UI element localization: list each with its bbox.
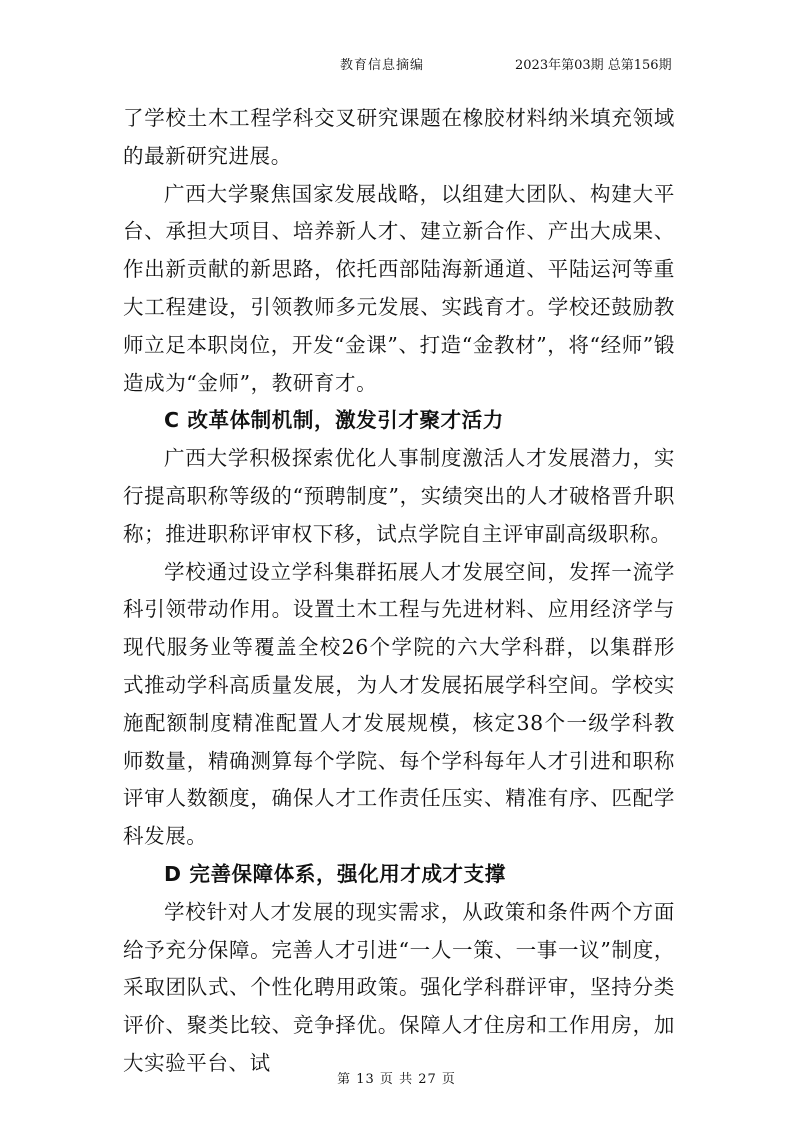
article-body: [123, 100, 675, 1083]
paragraph-2: 广西大学聚焦国家发展战略，以组建大团队、构建大平台、承担大项目、培养新人才、建立新合作、产出大成果、作出新贡献的新思路，依托西部陆海新通道、平陆运河等重大工程建设，引领教师多元发展、实践育才。学校还鼓励教师立足本职岗位，开发“金课”、打造“金教材”，将“经师”锻造成为“金师”，教研育才。: [123, 181, 675, 395]
paragraph-3: 广西大学积极探索优化人事制度激活人才发展潜力，实行提高职称等级的“预聘制度”，实绩突出的人才破格晋升职称；推进职称评审权下移，试点学院自主评审副高级职称。: [123, 446, 675, 546]
issue-number: 2023年第03期 总第156期: [515, 58, 672, 73]
paragraph-5: 学校针对人才发展的现实需求，从政策和条件两个方面给予充分保障。完善人才引进“一人一策、一事一议”制度，采取团队式、个性化聘用政策。强化学科群评审，坚持分类评价、聚类比较、竞争择优。保障人才住房和工作用房，加大实验平台、试: [123, 899, 675, 1075]
page-header: [0, 54, 793, 76]
section-heading-d: D 完善保障体系，强化用才成才支撑: [164, 861, 506, 886]
section-heading-c: C 改革体制机制，激发引才聚才活力: [164, 408, 504, 433]
journal-title: 教育信息摘编: [340, 58, 425, 73]
paragraph-4: 学校通过设立学科集群拓展人才发展空间，发挥一流学科引领带动作用。设置土木工程与先进材料、应用经济学与现代服务业等覆盖全校26个学院的六大学科群，以集群形式推动学科高质量发展，为人才发展拓展学科空间。学校实施配额制度精准配置人才发展规模，核定38个一级学科教师数量，精确测算每个学院、每个学科每年人才引进和职称评审人数额度，确保人才工作责任压实、精准有序、匹配学科发展。: [123, 559, 675, 849]
page-number: 第 13 页 共 27 页: [337, 1072, 456, 1087]
paragraph-1: 了学校土木工程学科交叉研究课题在橡胶材料纳米填充领域的最新研究进展。: [123, 106, 675, 168]
